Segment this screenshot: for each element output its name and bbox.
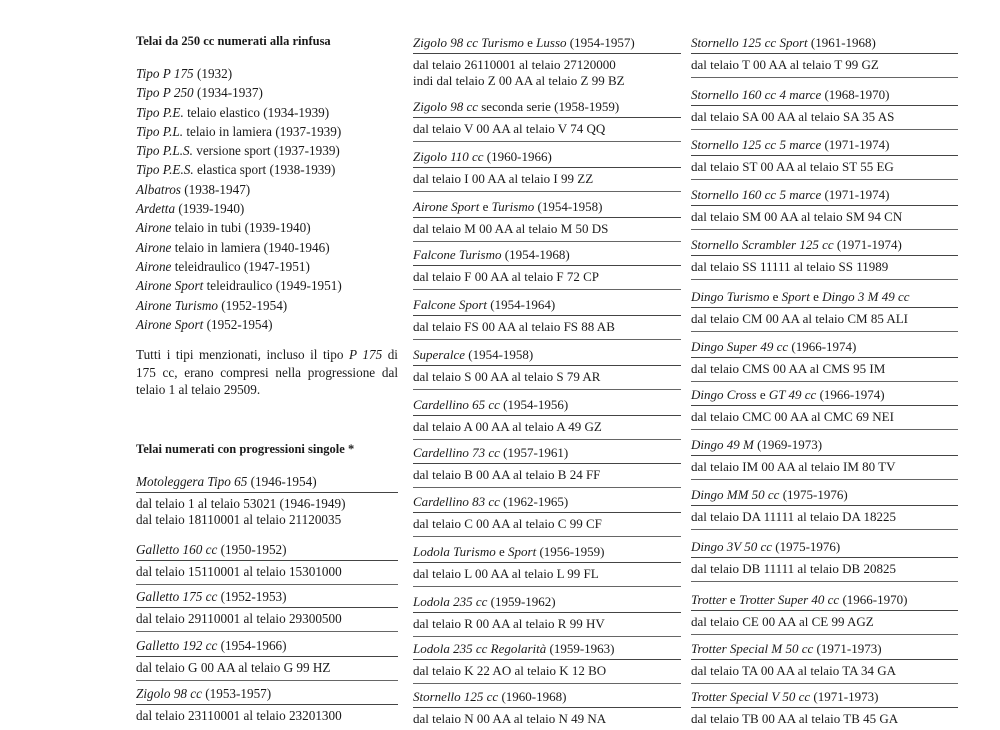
divider [691,505,958,506]
frame-entry: Trotter Special M 50 cc (1971-1973) dal telaio TA 00 AA al telaio TA 34 GA [691,640,958,684]
divider [691,707,958,708]
divider [691,529,958,530]
frame-entry: Dingo Turismo e Sport e Dingo 3 M 49 cc dal telaio CM 00 AA al telaio CM 85 ALI [691,288,958,332]
divider [413,463,681,464]
divider [691,429,958,430]
frame-entry: Stornello 125 cc Sport (1961-1968) dal telaio T 00 AA al telaio T 99 GZ [691,34,958,78]
heading-bulk-frames: Telai da 250 cc numerati alla rinfusa [136,34,331,48]
frame-entry: Airone Sport e Turismo (1954-1958) dal telaio M 00 AA al telaio M 50 DS [413,198,681,242]
frame-entry: Trotter Special V 50 cc (1971-1973) dal telaio TB 00 AA al telaio TB 45 GA [691,688,958,727]
divider [413,659,681,660]
list-item: Tipo P.L. telaio in lamiera (1937-1939) [136,123,342,139]
list-item: Airone telaio in tubi (1939-1940) [136,220,311,236]
divider [691,479,958,480]
frame-entry: Zigolo 98 cc Turismo e Lusso (1954-1957) dal telaio 26110001 al telaio 27120000 indi dal telaio Z 00 AA al telaio Z 99 BZ [413,34,681,88]
divider [691,557,958,558]
divider [691,205,958,206]
divider [691,659,958,660]
frame-entry: Motoleggera Tipo 65 (1946-1954) dal telaio 1 al telaio 53021 (1946-1949) dal telaio 18110001 al telaio 21120035 [136,473,398,527]
frame-entry: Cardellino 65 cc (1954-1956) dal telaio A 00 AA al telaio A 49 GZ [413,396,681,440]
frame-entry: Dingo Super 49 cc (1966-1974) dal telaio CMS 00 AA al CMS 95 IM [691,338,958,382]
divider [413,586,681,587]
divider [136,492,398,493]
divider [691,279,958,280]
frame-entry: Lodola 235 cc Regolarità (1959-1963) dal telaio K 22 AO al telaio K 12 BO [413,640,681,684]
frame-entry: Galletto 160 cc (1950-1952) dal telaio 15110001 al telaio 15301000 [136,541,398,585]
divider [136,631,398,632]
divider [691,610,958,611]
frame-entry: Dingo 3V 50 cc (1975-1976) dal telaio DB 11111 al telaio DB 20825 [691,538,958,582]
divider [413,117,681,118]
frame-entry: Cardellino 73 cc (1957-1961) dal telaio B 00 AA al telaio B 24 FF [413,444,681,488]
divider [691,307,958,308]
list-item: Airone Sport (1952-1954) [136,316,273,332]
frame-entry: Dingo Cross e GT 49 cc (1966-1974) dal telaio CMC 00 AA al CMC 69 NEI [691,386,958,430]
frame-entry: Dingo 49 M (1969-1973) dal telaio IM 00 AA al telaio IM 80 TV [691,436,958,480]
divider [136,656,398,657]
divider [413,612,681,613]
frame-entry: Zigolo 110 cc (1960-1966) dal telaio I 00 AA al telaio I 99 ZZ [413,148,681,192]
divider [413,53,681,54]
list-item: Albatros (1938-1947) [136,181,251,197]
divider [413,415,681,416]
list-item: Tipo P.E. telaio elastico (1934-1939) [136,104,330,120]
divider [691,53,958,54]
frame-entry: Stornello 125 cc (1960-1968) dal telaio N 00 AA al telaio N 49 NA [413,688,681,727]
divider [413,439,681,440]
divider [691,683,958,684]
frame-entry: Cardellino 83 cc (1962-1965) dal telaio C 00 AA al telaio C 99 CF [413,493,681,537]
frame-entry: Zigolo 98 cc (1953-1957) dal telaio 23110001 al telaio 23201300 [136,685,398,724]
divider [691,581,958,582]
divider [413,683,681,684]
heading-single-progressions: Telai numerati con progressioni singole * [136,442,355,456]
divider [136,560,398,561]
frame-entry: Galletto 192 cc (1954-1966) dal telaio G 00 AA al telaio G 99 HZ [136,637,398,681]
list-item: Airone telaio in lamiera (1940-1946) [136,239,330,255]
divider [413,536,681,537]
divider [691,455,958,456]
list-item: Tipo P 250 (1934-1937) [136,85,263,101]
divider [691,255,958,256]
divider [413,365,681,366]
divider [691,179,958,180]
frame-entry: Lodola Turismo e Sport (1956-1959) dal telaio L 00 AA al telaio L 99 FL [413,543,681,587]
divider [413,562,681,563]
divider [413,141,681,142]
divider [691,229,958,230]
divider [413,512,681,513]
list-item: Airone Sport teleidraulico (1949-1951) [136,278,342,294]
list-item: Airone teleidraulico (1947-1951) [136,258,310,274]
divider [413,636,681,637]
frame-entry: Superalce (1954-1958) dal telaio S 00 AA al telaio S 79 AR [413,346,681,390]
divider [691,381,958,382]
divider [413,487,681,488]
divider [413,241,681,242]
frame-entry: Trotter e Trotter Super 40 cc (1966-1970) dal telaio CE 00 AA al CE 99 AGZ [691,591,958,635]
frame-entry: Stornello 125 cc 5 marce (1971-1974) dal telaio ST 00 AA al telaio ST 55 EG [691,136,958,180]
bulk-model-list [136,64,342,334]
list-item: Tipo P.L.S. versione sport (1937-1939) [136,143,340,159]
divider [691,405,958,406]
divider [691,634,958,635]
list-item: Ardetta (1939-1940) [136,201,245,217]
divider [691,357,958,358]
divider [691,77,958,78]
divider [413,265,681,266]
divider [413,315,681,316]
list-item: Airone Turismo (1952-1954) [136,297,288,313]
frame-entry: Dingo MM 50 cc (1975-1976) dal telaio DA 11111 al telaio DA 18225 [691,486,958,530]
divider [691,155,958,156]
list-item: Tipo P.E.S. elastica sport (1938-1939) [136,162,336,178]
divider [413,289,681,290]
frame-entry: Stornello 160 cc 5 marce (1971-1974) dal telaio SM 00 AA al telaio SM 94 CN [691,186,958,230]
divider [691,129,958,130]
frame-entry: Falcone Turismo (1954-1968) dal telaio F 00 AA al telaio F 72 CP [413,246,681,290]
frame-entry: Stornello Scrambler 125 cc (1971-1974) dal telaio SS 11111 al telaio SS 11989 [691,236,958,280]
divider [413,707,681,708]
divider [413,217,681,218]
frame-entry: Falcone Sport (1954-1964) dal telaio FS 00 AA al telaio FS 88 AB [413,296,681,340]
frame-entry: Lodola 235 cc (1959-1962) dal telaio R 00 AA al telaio R 99 HV [413,593,681,637]
divider [691,331,958,332]
divider [413,191,681,192]
frame-entry: Stornello 160 cc 4 marce (1968-1970) dal telaio SA 00 AA al telaio SA 35 AS [691,86,958,130]
divider [413,167,681,168]
list-item: Tipo P 175 (1932) [136,66,233,81]
divider [413,339,681,340]
divider [136,607,398,608]
divider [136,584,398,585]
divider [136,704,398,705]
divider [691,105,958,106]
frame-entry: Galletto 175 cc (1952-1953) dal telaio 29110001 al telaio 29300500 [136,588,398,632]
frame-entry: Zigolo 98 cc seconda serie (1958-1959) dal telaio V 00 AA al telaio V 74 QQ [413,98,681,142]
divider [413,389,681,390]
divider [136,680,398,681]
note-paragraph: Tutti i tipi menzionati, incluso il tipo P 175 di 175 cc, erano compresi nella progressione dal telaio 1 al telaio 29509. [136,347,398,397]
